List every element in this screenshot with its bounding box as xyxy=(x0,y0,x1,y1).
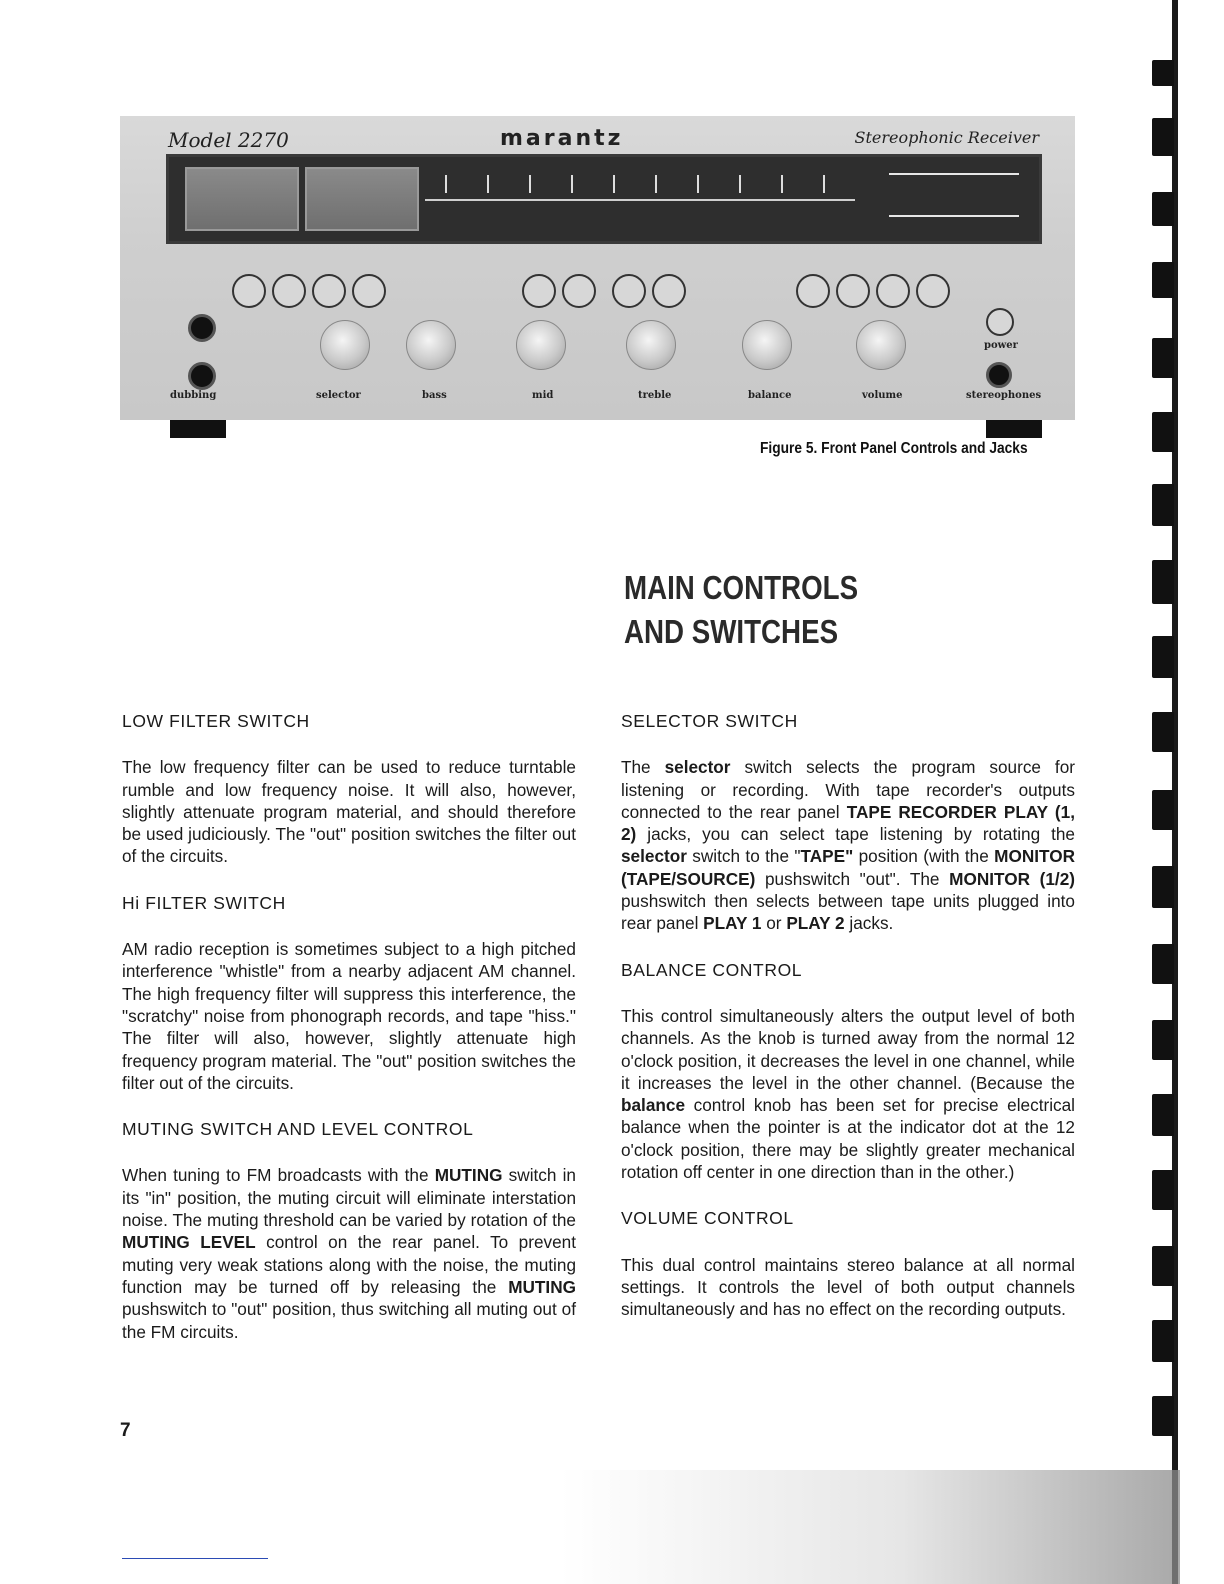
signal-strength-meter xyxy=(185,167,299,231)
receiver-foot-right xyxy=(986,420,1042,438)
product-line-script: Stereophonic Receiver xyxy=(854,128,1039,147)
mid-knob xyxy=(516,320,566,370)
left-column xyxy=(122,710,576,1367)
power-switch xyxy=(986,308,1014,336)
section-title-balance: BALANCE CONTROL xyxy=(621,959,803,980)
page-number: 7 xyxy=(120,1420,131,1441)
push-switch xyxy=(612,274,646,308)
scan-shadow xyxy=(560,1470,1180,1584)
push-switch xyxy=(352,274,386,308)
push-switch xyxy=(652,274,686,308)
tuning-meter xyxy=(305,167,419,231)
section-title-volume: VOLUME CONTROL xyxy=(621,1208,794,1229)
label-balance: balance xyxy=(748,390,792,401)
figure-caption: Figure 5. Front Panel Controls and Jacks xyxy=(760,440,1028,457)
section-title-low-filter: LOW FILTER SWITCH xyxy=(122,711,310,731)
frequency-scale xyxy=(425,175,855,225)
receiver-front-panel-photo xyxy=(120,116,1075,420)
label-mid: mid xyxy=(532,390,554,401)
label-power: power xyxy=(984,340,1018,351)
section-body-balance: This control simultaneously alters the output level of both channels. As the knob is turned away from the normal 12 o'clock position, it decreases the level in one channel, while it increases the level in the other channel. (Because the balance control knob has been set for precise electrical balance when the pointer is at the indicator dot at the 12 o'clock position, there may be slightly greater mechanical rotation off center in one direction than in the other.) xyxy=(621,1005,1075,1183)
section-body-muting: When tuning to FM broadcasts with the MUTING switch in its "in" position, the muting circuit will eliminate interstation noise. The muting threshold can be varied by rotation of the MUTING LEVEL control on the rear panel. To prevent muting very weak stations along with the noise, the muting function may be turned off by releasing the MUTING pushswitch to "out" position, thus switching all muting out of the FM circuits. xyxy=(122,1165,576,1342)
label-dubbing: dubbing xyxy=(170,390,217,401)
jack xyxy=(188,314,216,342)
push-switch xyxy=(232,274,266,308)
balance-knob xyxy=(742,320,792,370)
section-body-selector: The selector switch selects the program source for listening or recording. With tape recorder's outputs connected to the rear panel TAPE RECORDER PLAY (1, 2) jacks, you can select tape listening by rotating the selector switch to the "TAPE" position (with the MONITOR (TAPE/SOURCE) pushswitch "out". The MONITOR (1/2) pushswitch then selects between tape units plugged into rear panel PLAY 1 or PLAY 2 jacks. xyxy=(621,757,1076,934)
model-script: Model 2270 xyxy=(168,128,289,152)
receiver-foot-left xyxy=(170,420,226,438)
push-switch xyxy=(876,274,910,308)
bass-knob xyxy=(406,320,456,370)
section-title-selector: SELECTOR SWITCH xyxy=(621,711,798,731)
jack xyxy=(986,362,1012,388)
section-title-muting: MUTING SWITCH AND LEVEL CONTROL xyxy=(122,1119,474,1140)
label-volume: volume xyxy=(862,390,903,401)
heading-line-2: AND SWITCHES xyxy=(624,613,839,650)
volume-knob xyxy=(856,320,906,370)
section-body-hi-filter: AM radio reception is sometimes subject to a high pitched interference "whistle" from a nearby adjacent AM channel. The high frequency filter will suppress this interference, the "scratchy" noise from phonograph records, and tape "hiss." The filter will also, however, slightly attenuate high frequency program material. The "out" position switches the filter out of the circuits. xyxy=(122,939,576,1093)
heading-line-1: MAIN CONTROLS xyxy=(624,569,859,606)
page-heading xyxy=(624,566,858,654)
push-switch xyxy=(522,274,556,308)
push-switch xyxy=(836,274,870,308)
bottom-rule xyxy=(122,1558,268,1559)
push-switch xyxy=(272,274,306,308)
label-bass: bass xyxy=(422,390,447,401)
tuning-indicator xyxy=(889,173,1019,217)
section-body-volume: This dual control maintains stereo balance at all normal settings. It controls the level of both output channels simultaneously and has no effect on the recording outputs. xyxy=(621,1254,1075,1320)
section-body-low-filter: The low frequency filter can be used to reduce turntable rumble and low frequency noise. It will also, however, slightly attenuate program material, and should therefore be used judiciously. The "out" position switches the filter out of the circuits. xyxy=(122,757,576,867)
right-column xyxy=(621,710,1075,1345)
label-treble: treble xyxy=(638,390,672,401)
push-switch xyxy=(796,274,830,308)
selector-knob xyxy=(320,320,370,370)
label-stereophones: stereophones xyxy=(966,390,1042,401)
push-switch xyxy=(312,274,346,308)
section-title-hi-filter: Hi FILTER SWITCH xyxy=(122,892,286,913)
jack xyxy=(188,362,216,390)
tuning-dial-window xyxy=(166,154,1042,244)
push-switch xyxy=(916,274,950,308)
push-switch xyxy=(562,274,596,308)
label-selector: selector xyxy=(316,390,361,401)
treble-knob xyxy=(626,320,676,370)
brand-logo: marantz xyxy=(500,126,624,151)
